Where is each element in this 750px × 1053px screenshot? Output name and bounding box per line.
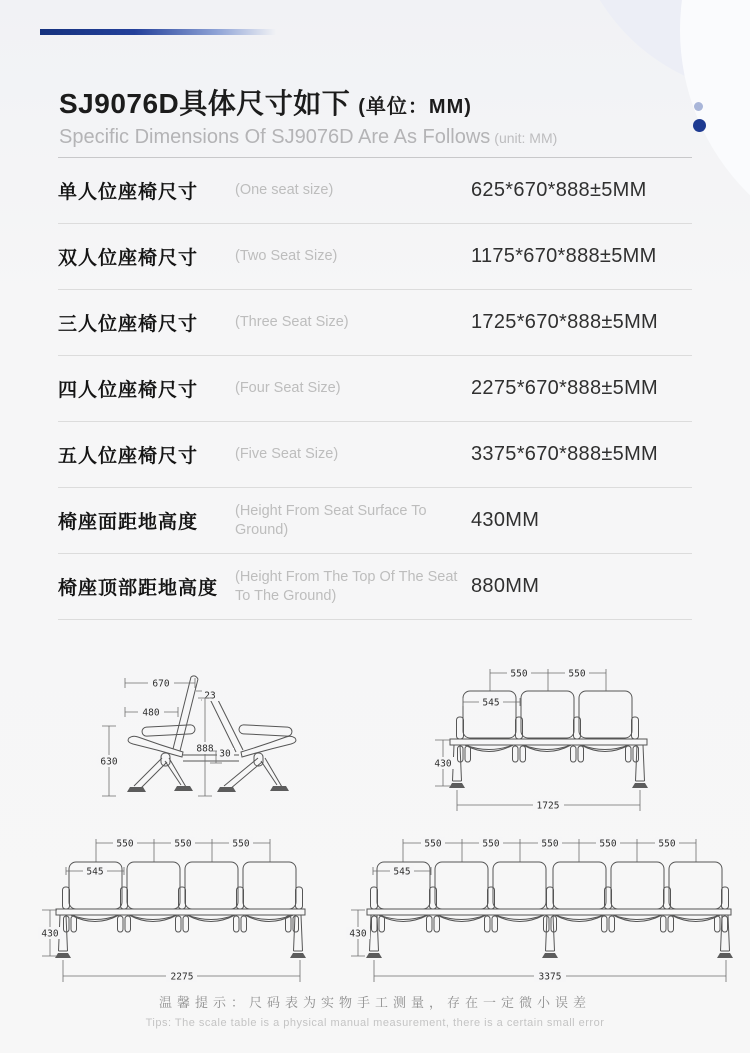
dim-label-seat-width: 545 <box>86 866 104 878</box>
seat-back <box>435 862 488 909</box>
dim-label-pitch: 550 <box>232 838 250 850</box>
spec-value: 2275*670*888±5MM <box>471 377 659 399</box>
under-seat-bracket <box>64 916 77 932</box>
under-seat-bracket <box>544 916 557 932</box>
spec-label-zh: 四人位座椅尺寸 <box>58 380 199 401</box>
dim-label-888: 888 <box>196 743 214 755</box>
under-seat-bracket <box>458 746 471 762</box>
spec-table <box>58 158 692 620</box>
spec-label-en: (Height From Seat Surface To Ground) <box>235 502 427 538</box>
seat-beam <box>56 909 305 915</box>
leg <box>632 745 648 788</box>
table-row <box>58 422 692 488</box>
seat-back <box>127 862 180 909</box>
under-seat-bracket <box>234 916 247 932</box>
table-row <box>58 488 692 554</box>
spec-value: 430MM <box>471 509 540 531</box>
leg <box>542 915 558 958</box>
armrest-post <box>63 887 70 909</box>
dim-label-pitch: 550 <box>658 838 676 850</box>
dim-label-pitch: 550 <box>116 838 134 850</box>
seat-back <box>553 862 606 909</box>
under-seat-bracket <box>286 916 299 932</box>
dim-label-30: 30 <box>219 748 231 760</box>
under-seat-bracket <box>513 746 526 762</box>
armrest-post <box>632 717 639 739</box>
under-seat-bracket <box>427 916 440 932</box>
chair-profile-right <box>208 691 296 792</box>
tip-text-en: Tips: The scale table is a physical manual measurement, there is a certain small error <box>145 1017 605 1029</box>
dim-label-670: 670 <box>152 678 170 690</box>
page-subtitle <box>59 126 557 149</box>
dim-label-total: 1725 <box>536 800 560 812</box>
table-row <box>58 158 692 224</box>
spec-value: 880MM <box>471 575 540 597</box>
page-title-zh: SJ9076D具体尺寸如下 <box>59 88 351 119</box>
page-title <box>59 82 472 122</box>
chair-profile-left <box>127 676 198 792</box>
under-seat-bracket <box>485 916 498 932</box>
dim-label-pitch: 550 <box>510 668 528 680</box>
spec-label-zh: 三人位座椅尺寸 <box>58 314 199 335</box>
dimension-lines <box>97 677 234 796</box>
dim-label-total: 2275 <box>170 971 194 983</box>
spec-label-zh: 五人位座椅尺寸 <box>58 446 199 467</box>
armrest-post <box>296 887 303 909</box>
under-seat-bracket <box>118 916 131 932</box>
spec-label-en: (Three Seat Size) <box>235 314 349 331</box>
spec-label-en: (Four Seat Size) <box>235 380 341 397</box>
table-row <box>58 356 692 422</box>
spec-label-en: (One seat size) <box>235 182 334 199</box>
dim-label-total: 3375 <box>538 971 562 983</box>
three-seat-front-diagram <box>420 653 720 823</box>
dim-label-height: 430 <box>41 928 59 940</box>
spec-label-zh: 单人位座椅尺寸 <box>58 182 199 203</box>
seat-back <box>243 862 296 909</box>
dim-label-pitch: 550 <box>424 838 442 850</box>
dim-label-height: 430 <box>349 928 367 940</box>
dim-label-height: 430 <box>434 758 452 770</box>
under-seat-bracket <box>661 916 674 932</box>
tip-text-zh: 温馨提示：尺码表为实物手工测量，存在一定微小误差 <box>158 995 591 1010</box>
dim-label-pitch: 550 <box>482 838 500 850</box>
seat-back <box>521 691 574 738</box>
decor-dot-light <box>694 102 703 111</box>
spec-value: 1175*670*888±5MM <box>471 245 657 267</box>
dim-label-seat-width: 545 <box>393 866 411 878</box>
decor-dot-dark <box>693 119 706 132</box>
page-subtitle-en: Specific Dimensions Of SJ9076D Are As Follows <box>59 126 491 148</box>
table-row <box>58 554 692 620</box>
dim-label-630: 630 <box>100 756 118 768</box>
under-seat-bracket <box>176 916 189 932</box>
five-seat-front-diagram <box>345 830 750 990</box>
spec-label-en: (Height From The Top Of The Seat To The Ground) <box>235 568 458 604</box>
accent-gradient-bar <box>40 29 276 35</box>
dim-label-480: 480 <box>142 707 160 719</box>
seat-beam <box>450 739 647 745</box>
seat-back <box>579 691 632 738</box>
table-row <box>58 290 692 356</box>
side-view-diagram <box>92 655 302 820</box>
spec-value: 1725*670*888±5MM <box>471 311 659 333</box>
page-subtitle-unit: (unit: MM) <box>494 130 558 146</box>
armrest-post <box>547 887 554 909</box>
dim-label-seat-width: 545 <box>482 697 500 709</box>
spec-label-en: (Five Seat Size) <box>235 446 339 463</box>
under-seat-bracket <box>602 916 615 932</box>
dim-label-pitch: 550 <box>599 838 617 850</box>
under-seat-bracket <box>571 746 584 762</box>
spec-value: 625*670*888±5MM <box>471 179 647 201</box>
dim-label-pitch: 550 <box>541 838 559 850</box>
armrest-post <box>722 887 729 909</box>
dim-label-pitch: 550 <box>568 668 586 680</box>
footer-tips <box>0 992 750 1029</box>
armrest-post <box>371 887 378 909</box>
seat-back <box>185 862 238 909</box>
page-title-unit: (单位：MM) <box>358 96 472 118</box>
spec-label-zh: 双人位座椅尺寸 <box>58 248 199 269</box>
dim-label-23: 23 <box>204 690 216 702</box>
seat-back <box>669 862 722 909</box>
seat-back <box>493 862 546 909</box>
seat-back <box>611 862 664 909</box>
spec-label-zh: 椅座顶部距地高度 <box>58 578 219 599</box>
spec-value: 3375*670*888±5MM <box>471 443 659 465</box>
leg <box>717 915 733 958</box>
spec-label-en: (Two Seat Size) <box>235 248 338 265</box>
dim-label-pitch: 550 <box>174 838 192 850</box>
seat-beam <box>367 909 731 915</box>
spec-label-zh: 椅座面距地高度 <box>58 512 199 533</box>
four-seat-front-diagram <box>30 830 340 990</box>
armrest-post <box>457 717 464 739</box>
table-row <box>58 224 692 290</box>
